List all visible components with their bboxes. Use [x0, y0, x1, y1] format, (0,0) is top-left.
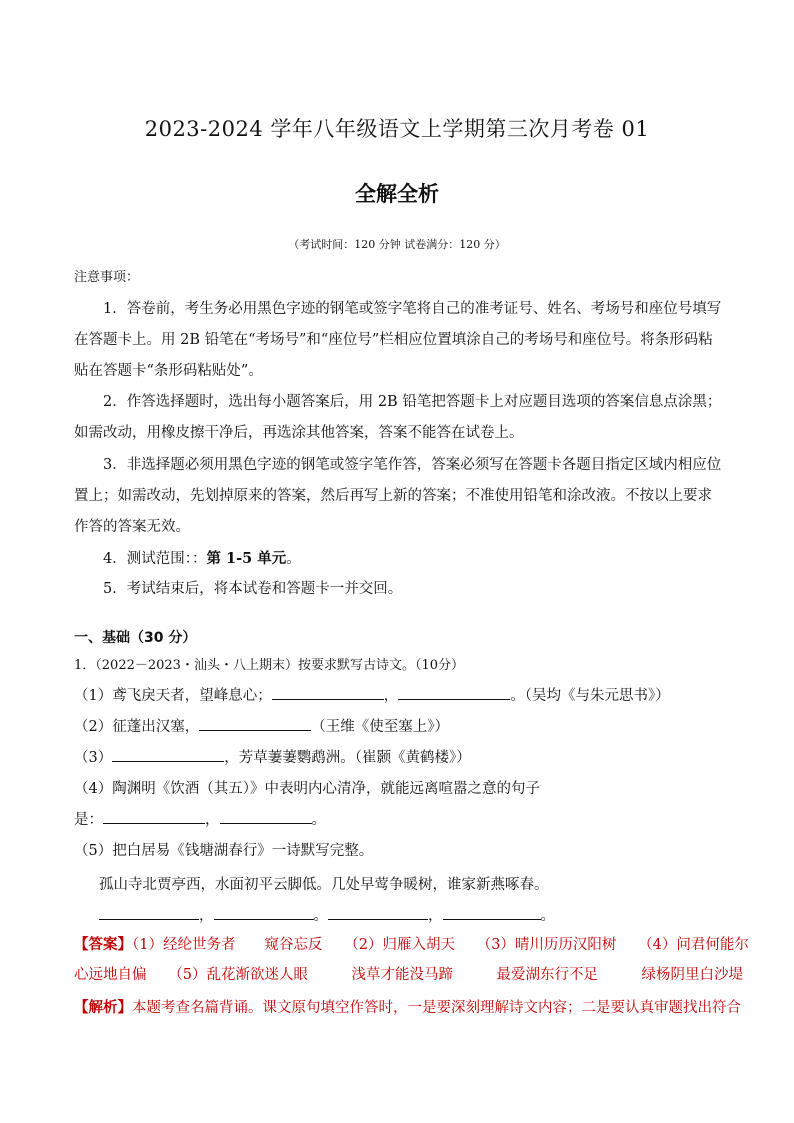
exam-info: （考试时间：120 分钟 试卷满分：120 分）	[288, 238, 506, 251]
notice-item-4	[74, 543, 722, 575]
section-heading: 一、基础（30 分）	[74, 630, 197, 646]
q1-1-blank-b[interactable]	[398, 684, 510, 700]
question-1-4-line2	[74, 808, 326, 829]
analysis-text: 本题考查名篇背诵。课文原句填空作答时，一是要深刻理解诗文内容；二是要认真审题找出符合	[132, 1000, 741, 1016]
question-1-5-blanks	[99, 904, 555, 925]
notice-item-5	[74, 574, 722, 605]
answer-line-1-text: （1）经纶世务者 窥谷忘反 （2）归雁入胡天 （3）晴川历历汉阳树 （4）问君何能尔	[132, 937, 749, 953]
q1-4-suffix: 。	[311, 812, 326, 828]
q1-5-sep3: ，	[428, 908, 443, 924]
answer-line-1	[74, 930, 749, 960]
notice-item-2-text: 2．作答选择题时，选出每小题答案后，用 2B 铅笔把答题卡上对应题目选项的答案信息点涂黑；如需改动，用橡皮擦干净后，再选涂其他答案，答案不能答在试卷上。	[74, 394, 722, 441]
page-title: 2023-2024 学年八年级语文上学期第三次月考卷 01	[144, 117, 650, 141]
answer-line-2: 心远地自偏 （5）乱花渐欲迷人眼 浅草才能没马蹄 最爱湖东行不足 绿杨阴里白沙堤	[74, 967, 743, 983]
q1-4-blank-b[interactable]	[220, 808, 312, 824]
q1-3-blank[interactable]	[112, 746, 224, 762]
notice-item-1-text: 1．答卷前，考生务必用黑色字迹的钢笔或签字笔将自己的准考证号、姓名、考场号和座位号填写在答题卡上。用 2B 铅笔在“考场号”和“座位号”栏相应位置填涂自己的考场号和座位号。将条形码粘贴在答题卡“条形码粘贴处”。	[74, 301, 722, 379]
notice-item-4-suffix: 。	[286, 551, 301, 567]
q1-2-blank[interactable]	[199, 715, 311, 731]
question-1-2	[74, 715, 449, 736]
analysis-line	[74, 996, 741, 1017]
q1-4-blank-a[interactable]	[103, 808, 205, 824]
question-1-1	[74, 684, 670, 705]
q1-4-prefix: 是：	[74, 812, 103, 828]
question-1-5-line1: （5）把白居易《钱塘湖春行》一诗默写完整。	[74, 843, 374, 859]
question-1-4-line1: （4）陶渊明《饮酒（其五）》中表明内心清净，就能远离喧嚣之意的句子	[74, 781, 540, 797]
q1-5-sep1: ，	[199, 908, 214, 924]
q1-2-suffix: （王维《使至塞上》）	[311, 719, 449, 735]
notice-item-2	[74, 387, 722, 449]
analysis-tag: 【解析】	[74, 999, 132, 1016]
q1-1-blank-a[interactable]	[272, 684, 384, 700]
notice-item-4-prefix: 4．测试范围：：	[103, 551, 207, 567]
q1-4-mid: ，	[205, 812, 220, 828]
question-1-3	[74, 746, 471, 767]
notice-item-4-range: 第 1-5 单元	[206, 550, 287, 567]
q1-5-sep2: 。	[313, 908, 328, 924]
q1-5-blank-c[interactable]	[328, 904, 428, 920]
page-subtitle: 全解全析	[355, 182, 439, 206]
notice-item-3-text: 3．非选择题必须用黑色字迹的钢笔或签字笔作答，答案必须写在答题卡各题目指定区域内相应位置上；如需改动，先划掉原来的答案，然后再写上新的答案；不准使用铅笔和涂改液。不按以上要求作答的答案无效。	[74, 457, 722, 535]
q1-5-sep4: 。	[540, 908, 555, 924]
q1-5-blank-b[interactable]	[214, 904, 314, 920]
notice-item-5-text: 5．考试结束后，将本试卷和答题卡一并交回。	[103, 581, 403, 597]
notice-heading: 注意事项：	[74, 270, 140, 285]
q1-3-prefix: （3）	[74, 750, 113, 766]
q1-2-prefix: （2）征蓬出汉塞，	[74, 719, 200, 735]
notice-item-3	[74, 450, 722, 543]
q1-1-prefix: （1）鸢飞戾天者，望峰息心；	[74, 688, 272, 704]
q1-1-mid: ，	[383, 688, 399, 704]
notice-item-1	[74, 294, 722, 387]
q1-1-suffix: 。（吴均《与朱元思书》）	[510, 688, 670, 704]
answer-block	[74, 930, 749, 990]
q1-5-blank-d[interactable]	[443, 904, 541, 920]
question-1-stem: 1．（2022－2023・汕头・八上期末）按要求默写古诗文。（10分）	[74, 658, 464, 673]
question-1-5-poem: 孤山寺北贾亭西，水面初平云脚低。几处早莺争暖树，谁家新燕啄春。	[99, 877, 549, 893]
q1-5-blank-a[interactable]	[99, 904, 199, 920]
answer-tag: 【答案】	[74, 936, 132, 953]
q1-3-suffix: ，芳草萋萋鹦鹉洲。（崔颢《黄鹤楼》）	[224, 750, 471, 766]
